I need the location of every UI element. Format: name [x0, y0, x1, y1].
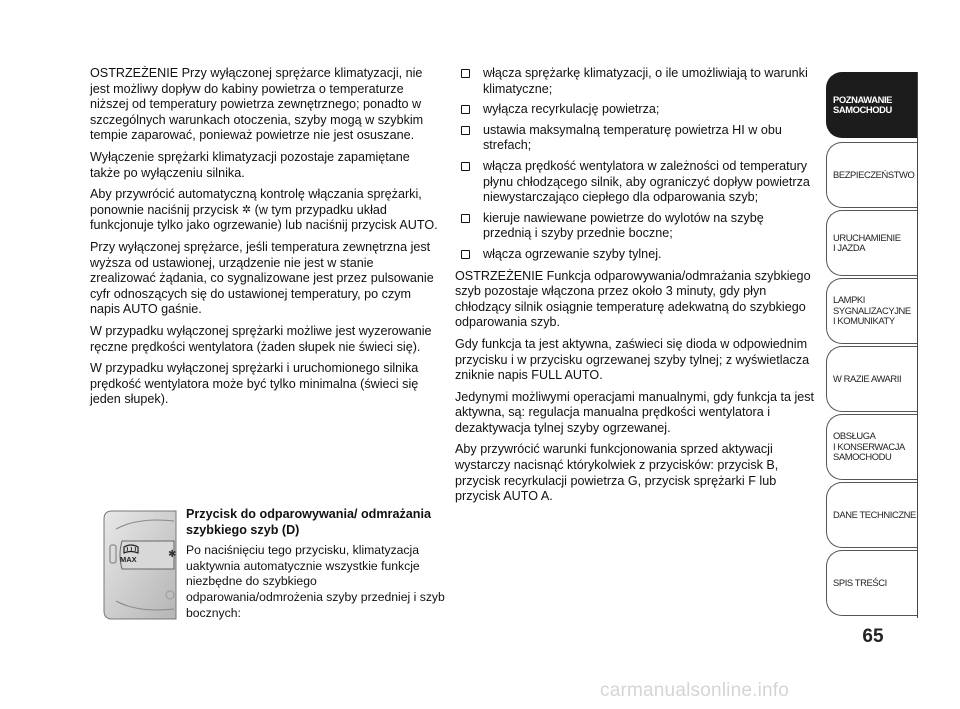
tab-label: W RAZIE AWARII [833, 372, 902, 384]
tab-label: URUCHAMIENIE I JAZDA [833, 231, 901, 253]
checkbox-square-icon [461, 214, 470, 223]
tab-obsluga-i-konserwacja[interactable] [826, 414, 918, 480]
tab-w-razie-awarii[interactable] [826, 346, 918, 412]
section-defrost-button [98, 507, 443, 637]
list-item [455, 159, 815, 206]
function-list [455, 66, 815, 263]
list-item [455, 102, 815, 118]
section-body: Po naciśnięciu tego przycisku, klimatyzacja uaktywnia automatycznie wszystkie funkcje niezbędne do szybkiego odparowania/odmrożenia szyby przedniej i szyb bocznych: [186, 543, 445, 620]
list-item-text: włącza sprężarkę klimatyzacji, o ile umożliwiają to warunki klimatyczne; [483, 66, 808, 96]
paragraph: Przy wyłączonej sprężarce, jeśli temperatura zewnętrzna jest wyższa od ustawionej, urządzenie nie jest w stanie zrealizować żądania, co sygnalizowane jest przez pulsowanie cyfr odnoszących się do ustawionej temperatury, po czym napis AUTO gaśnie. [90, 239, 434, 317]
paragraph: Jedynymi możliwymi operacjami manualnymi, gdy funkcja ta jest aktywna, są: regulacja manualna prędkości wentylatora i dezaktywacja tylnej szyby ogrzewanej. [455, 389, 815, 435]
tab-label: LAMPKI SYGNALIZACYJNE I KOMUNIKATY [833, 294, 911, 327]
section-heading: Przycisk do odparowywania/ odmrażania szybkiego szyb (D) [186, 507, 431, 537]
checkbox-square-icon [461, 69, 470, 78]
list-item [455, 247, 815, 263]
right-column [455, 66, 815, 511]
tab-uruchamienie-i-jazda[interactable] [826, 210, 918, 276]
list-item-text: wyłącza recyrkulację powietrza; [483, 102, 660, 117]
checkbox-square-icon [461, 250, 470, 259]
tab-poznawanie-samochodu[interactable] [826, 72, 918, 138]
page-number: 65 [862, 626, 884, 647]
list-item-text: ustawia maksymalną temperaturę powietrza HI w obu strefach; [483, 122, 782, 153]
checkbox-square-icon [461, 126, 470, 135]
checkbox-square-icon [461, 162, 470, 171]
defrost-button-illustration [98, 507, 178, 623]
tab-lampki-sygnalizacyjne[interactable] [826, 278, 918, 344]
tab-spis-tresci[interactable] [826, 550, 918, 616]
list-item-text: włącza prędkość wentylatora w zależności od temperatury płynu chłodzącego silnik, aby ograniczyć dopływ powietrza niewystarczająco ciepłego dla odparowania szyb; [483, 158, 810, 205]
list-item [455, 211, 815, 242]
paragraph: Gdy funkcja ta jest aktywna, zaświeci się dioda w odpowiednim przycisku i w przycisku ogrzewanej szyby tylnej; z wyświetlacza zniknie napis FULL AUTO. [455, 336, 810, 383]
fan-icon: ✱ [168, 549, 177, 560]
paragraph-with-icon [90, 187, 438, 234]
max-label: MAX [120, 555, 137, 564]
paragraph-text: Aby przywrócić automatyczną kontrolę włączania sprężarki, ponownie naciśnij przycisk [90, 187, 422, 217]
paragraph-text: (w tym przypadku układ funkcjonuje tylko jako ogrzewanie) lub naciśnij przycisk AUTO. [90, 202, 438, 233]
tab-label: DANE TECHNICZNE [833, 508, 916, 520]
sidebar-divider [917, 72, 918, 618]
list-item [455, 66, 815, 97]
warning-paragraph: OSTRZEŻENIE Przy wyłączonej sprężarce klimatyzacji, nie jest możliwy dopływ do kabiny powietrza o temperaturze niższej od temperatury powietrza zewnętrznego; ponadto w szczególnych warunkach otoczenia, szyby mogą w szybkim tempie zaparować, ponieważ powietrze nie jest osuszane. [90, 66, 424, 143]
paragraph: W przypadku wyłączonej sprężarki i uruchomionego silnika prędkość wentylatora może być tylko minimalna (świeci się jeden słupek). [90, 361, 419, 407]
list-item [455, 123, 815, 154]
paragraph: W przypadku wyłączonej sprężarki możliwe jest wyzerowanie ręczne prędkości wentylatora (żaden słupek nie świeci się). [90, 323, 432, 354]
list-item-text: włącza ogrzewanie szyby tylnej. [483, 246, 662, 261]
section-d-text [186, 507, 446, 621]
watermark: carmanualsonline.info [600, 680, 790, 701]
compressor-icon: ✲ [241, 203, 252, 216]
left-column [90, 66, 438, 414]
tab-label: OBSŁUGA I KONSERWACJA SAMOCHODU [833, 430, 905, 463]
chapter-sidebar [826, 72, 918, 620]
tab-bezpieczenstwo[interactable] [826, 142, 918, 208]
tab-label: POZNAWANIE SAMOCHODU [833, 93, 893, 115]
warning-paragraph: OSTRZEŻENIE Funkcja odparowywania/odmrażania szybkiego szyb pozostaje włączona przez około 3 minuty, gdy płyn chłodzący silnik osiągnie temperaturę adekwatną do szybkiego odparowania szyb. [455, 268, 811, 330]
checkbox-square-icon [461, 105, 470, 114]
tab-label: BEZPIECZEŃSTWO [833, 168, 915, 180]
paragraph: Aby przywrócić warunki funkcjonowania sprzed aktywacji wystarczy nacisnąć którykolwiek z przycisków: przycisk B, przycisk recyrkulacji powietrza G, przycisk sprężarki F lub przycisk AUTO A. [455, 442, 779, 504]
tab-label: SPIS TREŚCI [833, 576, 887, 588]
paragraph: Wyłączenie sprężarki klimatyzacji pozostaje zapamiętane także po wyłączeniu silnika. [90, 149, 410, 180]
list-item-text: kieruje nawiewane powietrze do wylotów na szybę przednią i szyby przednie boczne; [483, 210, 764, 241]
tab-dane-techniczne[interactable] [826, 482, 918, 548]
